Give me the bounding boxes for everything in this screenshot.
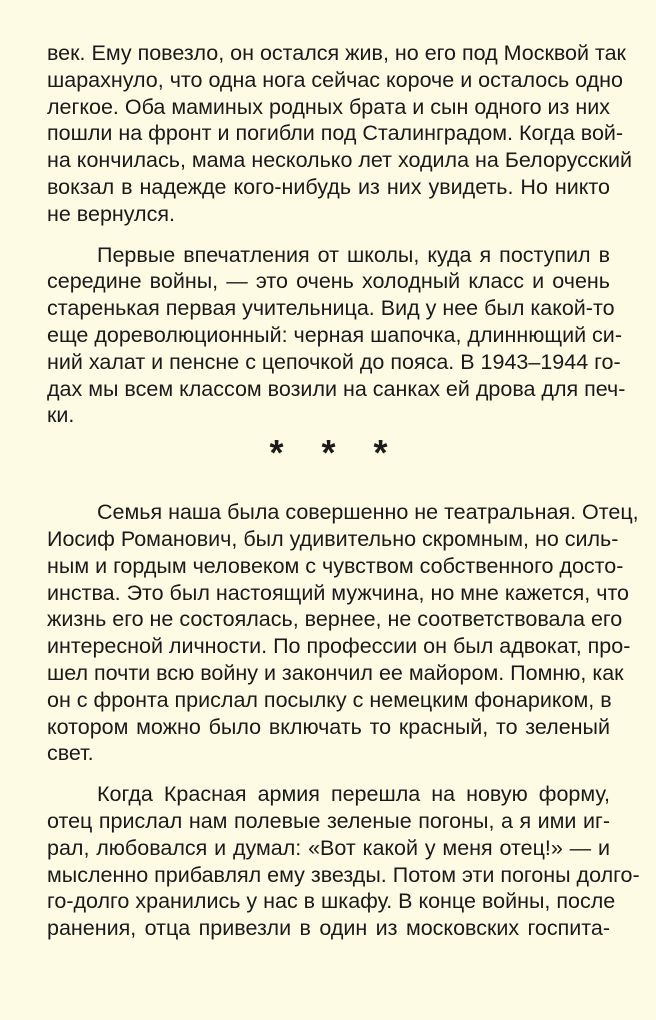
text-line: шарахнуло, что одна нога сейчас короче и осталось одно [47, 67, 623, 92]
text-line: век. Ему повезло, он остался жив, но его под Москвой так [47, 41, 626, 65]
text-line: мысленно прибавлял ему звезды. Потом эти погоны долго- [47, 862, 640, 887]
paragraph-2 [47, 242, 626, 430]
text-line: пошли на фронт и погибли под Сталинградом. Когда вой- [47, 121, 624, 146]
text-line: ки. [47, 403, 75, 428]
text-line: середине войны, — это очень холодный класс и очень [47, 269, 610, 294]
text-line: Первые впечатления от школы, куда я поступил в [97, 242, 610, 267]
text-line: он с фронта прислал посылку с немецким фонариком, в [47, 687, 612, 712]
text-line: ным и гордым человеком с чувством собственного досто- [47, 553, 624, 578]
text-line: еще дореволюционный: черная шапочка, длиннющий си- [47, 322, 622, 347]
text-line: Когда Красная армия перешла на новую форму, [97, 782, 610, 807]
text-line: котором можно было включать то красный, то зеленый [47, 714, 610, 739]
paragraph-1 [47, 40, 633, 228]
text-line: ранения, отца привезли в один из московских госпита- [47, 916, 610, 941]
text-line: на кончилась, мама несколько лет ходила на Белорусский [47, 148, 633, 173]
text-line: Семья наша была совершенно не театральная. Отец, [97, 500, 639, 525]
text-line: дах мы всем классом возили на санках ей дрова для печ- [47, 376, 626, 401]
text-line: ний халат и пенсне с цепочкой до пояса. В 1943–1944 го- [47, 349, 621, 374]
book-page [47, 40, 640, 942]
section-separator: * * * [269, 432, 402, 474]
text-line: шел почти всю войну и закончил ее майором. Помню, как [47, 660, 624, 685]
text-line: вокзал в надежде кого-нибудь из них увидеть. Но никто [47, 174, 610, 199]
text-line: го-долго хранились у нас в шкафу. В конце войны, после [47, 889, 616, 914]
text-line: инства. Это был настоящий мужчина, но мне кажется, что [47, 580, 630, 605]
text-line: свет. [47, 741, 94, 766]
text-line: не вернулся. [47, 201, 175, 226]
paragraph-4 [47, 781, 640, 942]
text-line: Иосиф Романович, был удивительно скромным, но силь- [47, 526, 619, 551]
text-line: жизнь его не состоялась, вернее, не соответствовала его [47, 607, 623, 632]
text-line: отец прислал нам полевые зеленые погоны, а я ими иг- [47, 808, 610, 833]
text-line: старенькая первая учительница. Вид у нее был какой-то [47, 296, 615, 321]
text-line: рал, любовался и думал: «Вот какой у меня отец!» — и [47, 835, 610, 860]
text-line: легкое. Оба маминых родных брата и сын одного из них [47, 94, 610, 119]
text-line: интересной личности. По профессии он был адвокат, про- [47, 634, 631, 659]
paragraph-3 [47, 499, 639, 767]
